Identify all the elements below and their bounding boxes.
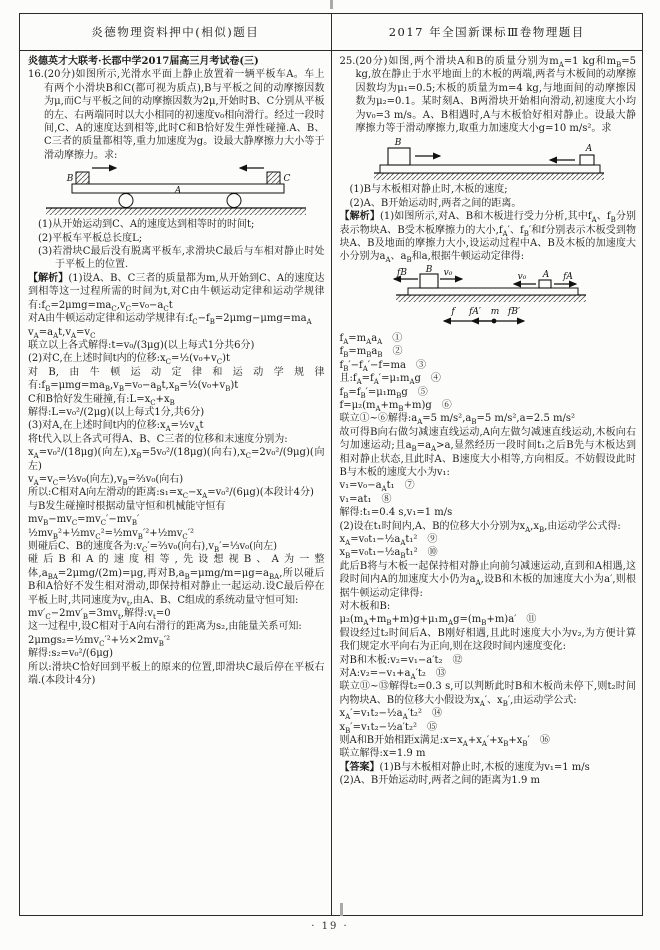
solution-line: $v_A=a_At,v_A=v_C$	[28, 326, 96, 340]
solution-line: 解得:L=v₀²/(2μg)(以上每式1分,共6分)	[28, 406, 205, 418]
solution-line: $mv'_C-2mv'_B=3mv_t$,解得$:v_t=0$	[28, 608, 171, 622]
solution-line: $f_B=f_B'=\mu_1m_Bg$ ⑤	[339, 386, 428, 400]
wheel-right	[227, 194, 241, 208]
solution-line: 联立以上各式解得:t=v₀/(3μg)(以上每式1分共6分)	[28, 339, 255, 351]
table-body-row	[20, 51, 642, 915]
solution-line: v₁=at₁ ⑧	[339, 493, 392, 505]
solution-line: $v_1=v_0-a_At_1$ ⑦	[339, 480, 415, 494]
figure-force-analysis	[340, 265, 637, 331]
solution-line: 解得:t₁=0.4 s,v₁=1 m/s	[339, 507, 453, 519]
force-diagram-svg	[356, 265, 620, 331]
answer-paragraph	[340, 761, 637, 774]
header-left-title: 炎德物理资料押中(相似)题目	[91, 25, 260, 39]
block-a-label: A	[542, 269, 549, 280]
block-a	[580, 155, 594, 165]
solution-line: $x_B=v_0t_1-\frac{1}{2}a_Bt_1^2$ ⑩	[339, 547, 438, 561]
block-b-label: B	[425, 264, 433, 275]
board-mass-dot	[491, 318, 496, 323]
right-column	[331, 51, 643, 915]
header-right-title: 2017 年全国新课标Ⅲ卷物理题目	[331, 14, 643, 50]
problem25-stem: 25.(20分)如图,两个滑块A和B的质量分别为$m_A=1$ kg和$m_B=5$ kg,放在静止于水平地面上的木板的两端,两者与木板间的动摩擦因数均为μ₁=0.5;木板的质量为m=4 kg,与地面间的动摩擦因数为μ₂=0.1。某时刻A、B两滑块开始相向滑动,初速度大小均为v₀=3 m/s。A、B相遇时,A与木板恰好相对静止。设最大静摩擦力等于滑动摩擦力,取重力加速度大小g=10 m/s²。求	[339, 56, 636, 135]
ground-hatch	[396, 295, 586, 302]
problem16-question3: (3)若滑块C最后没有脱离平板车,求滑块C最后与车相对静止时处于平板上的位置.	[38, 246, 325, 271]
solution-line: 对B,由牛顿运动定律和运动学规律有$:f_B=\mu mg=ma_B,v_B=v_0-a_Bt,x_B=\frac{1}{2}(v_0+v_B)t$	[28, 366, 325, 394]
block-a	[539, 280, 551, 288]
board	[408, 288, 578, 295]
solution-line: 联立①~⑥解得$:a_A=5$ $m/s^2,a_B=5$ m/s²,a=2.5 m/s²	[339, 413, 576, 427]
solution-line: 联立解得:x=1.9 m	[339, 748, 426, 760]
block-b	[420, 274, 438, 288]
jiexi-label: 【解析】	[28, 272, 69, 284]
block-b	[388, 148, 410, 165]
v0-right-label: v₀	[517, 271, 527, 282]
block-b-label: B	[394, 138, 402, 149]
solution-line: (2)设在t₁时间内,A、B的位移大小分别为$x_A,x_B$,由运动学公式得:	[339, 520, 621, 534]
solution-line: (3)对A,在上述时间t内的位移$:x_A=\frac{1}{2}v_At$	[28, 420, 204, 434]
daan-label: 【答案】	[339, 761, 380, 773]
solution-line: 且$:f_A=f_A'=\mu_1m_Ag$ ④	[339, 373, 441, 387]
solution-line: $x_A=v_0t_1-\frac{1}{2}a_At_1^2$ ⑨	[339, 533, 438, 547]
solution-line: 则A和B开始相距x满足$:x=x_A+x_A'+x_B+x_B'$ ⑯	[339, 735, 550, 749]
solution-line: 与B发生碰撞时根据动量守恒和机械能守恒有	[28, 500, 226, 512]
solution-line: $x_A=v_0^2/(18\mu g)$(向左)$,x_B=5v_0^2/(18\mu g)$(向右)$,x_C=2v_0^2/(9\mu g)$(向左)	[28, 447, 325, 472]
fa-label: fA	[562, 271, 573, 282]
figure-problem16	[28, 163, 325, 217]
exam-title: 炎德英才大联考·长郡中学2017届高三月考试卷(三)	[28, 56, 259, 67]
solution-line: 对木板和B:	[339, 601, 391, 612]
solution-line: 对A由牛顿运动定律和运动学规律有$:f_C-f_B=2\mu mg-\mu mg=ma_A$	[28, 313, 312, 327]
answer-text-2: (2)A、B开始运动时,两者之间的距离为1.9 m	[339, 775, 540, 787]
ground-hatch	[46, 208, 306, 215]
solution-line: 则碰后C、B的速度各为$:v_C'=\frac{2}{3}v_0$(向右)$,v_B'=\frac{1}{3}v_0$(向左)	[28, 541, 277, 554]
v0-left-label: v₀	[443, 267, 453, 278]
problem16-question2: (2)平板车平板总长度L;	[38, 232, 143, 244]
fa-prime-label: fA′	[468, 306, 481, 317]
solution-line: 故可得B向右做匀减速直线运动,A向左做匀减速直线运动,木板向右匀加速运动;且$a_B=a_A>a$,显然经历一段时间t₁之后B先与木板达到相对静止状态,且此时A、B速度大小相等,方向相反。不妨假设此时B与木板的速度大小为v₁:	[339, 426, 636, 478]
solution-line: 将t代入以上各式可得A、B、C三者的位移和末速度分别为:	[28, 433, 288, 445]
solution-line: 对B和木板:v₂=v₁−a′t₂ ⑫	[339, 654, 463, 666]
solution-line: $2\mu mgs_2=\frac{1}{2}mv_C'^2+\frac{1}{2}\times 2mv_B'^2$	[28, 634, 171, 648]
solution-paragraph	[28, 272, 325, 312]
solution-line: $\frac{1}{2}mv_B^2+\frac{1}{2}mv_C^2=\frac{1}{2}mv_B'^2+\frac{1}{2}mv_C'^2$	[28, 527, 195, 541]
block-b	[76, 172, 89, 184]
paper-table	[19, 13, 643, 916]
solution-line: 解得:s₂=v₀²/(6μg)	[28, 648, 113, 660]
ground-hatch	[374, 173, 604, 180]
solution-line: $f_A=m_Aa_A$ ①	[339, 332, 403, 346]
solution-line: $x_A'=v_1t_2-\frac{1}{2}a_A't_2^2$ ⑭	[339, 708, 442, 722]
solution-line: 这一过程中,设C相对于A向右滑行的距离为s₂,由能量关系可知:	[28, 621, 302, 633]
fb-label: fB	[396, 267, 407, 278]
registration-mark-top	[330, 0, 333, 9]
solution-line: $\mu_2(m_A+m_B+m)g+\mu_1m_Ag=(m_B+m)a'$ ⑪	[339, 614, 537, 628]
solution-line: 对$A:v_2=-v_1+a_A't_2$ ⑬	[339, 668, 446, 682]
solution-line: 假设经过t₂时间后A、B刚好相遇,且此时速度大小为v₂,为方便计算我们规定水平向右为正向,则在这段时间内速度变化:	[339, 627, 636, 653]
problem16-stem: 16.(20分)如图所示,光滑水平面上静止放置着一辆平板车A。车上有两个小滑块B和C(都可视为质点),B与平板之间的动摩擦因数为μ,而C与平板之间的动摩擦因数为2μ,开始时B、C分别从平板的左、右两端同时以大小相同的初速度v₀相向滑行。经过一段时间,C、A的速度达到相等,此时C和B恰好发生弹性碰撞.A、B、C三者的质量都相等,重力加速度为g。设最大静摩擦力大小等于滑动摩擦力。求:	[28, 69, 325, 161]
problem16-question1: (1)从开始运动到C、A的速度达到相等时的时间t;	[38, 219, 255, 231]
solution-line: $f_B'-f_A'-f=ma$ ③	[339, 359, 426, 373]
solution-text: (1)设A、B、C三者的质量都为m,从开始到C、A的速度达到相等这一过程所需的时间为t,对C由牛顿运动定律和运动学规律有$:f_C=2\mu mg=ma_C,v_C=v_0-a_Ct$	[28, 272, 325, 313]
solution-text: (1)如图所示,对A、B和木板进行受力分析,其中$f_A$、$f_B$分别表示物块A、B受木板摩擦力的大小$,f_A'$、$f_B'$和f分别表示木板受到物块A、B及地面的摩擦力大小,设运动过程中A、B及木板的加速度大小分别为$a_A$、$a_B$和a,根据牛顿运动定律得:	[339, 211, 637, 265]
solution-line: $f=\mu_2(m_A+m_B+m)g$ ⑥	[339, 399, 452, 413]
jiexi-label: 【解析】	[339, 211, 381, 223]
problem25-question1: (1)B与木板相对静止时,木板的速度;	[349, 184, 508, 196]
figure-problem25	[340, 136, 637, 182]
cart-figure-svg	[42, 163, 310, 217]
left-column	[20, 51, 331, 915]
solution-line: 联立⑪~⑬解得t₂=0.3 s,可以判断此时B和木板尚未停下,则t₂时间内物块A、B的位移大小假设为$x_A'$、$x_B'$,由运动学公式:	[339, 681, 636, 708]
table-header-row	[20, 14, 642, 51]
solution-paragraph	[340, 210, 637, 264]
wheel-left	[119, 194, 133, 208]
m-label: m	[490, 306, 500, 317]
board-figure-svg	[356, 136, 620, 182]
solution-line: $v_A=v_C=\frac{1}{3}v_0$(向左)$,v_B=\frac{2}{3}v_0$(向右)	[28, 473, 184, 487]
problem25-question2: (2)A、B开始运动时,两者之间的距离。	[349, 197, 522, 209]
board	[380, 165, 600, 173]
solution-line: $mv_B-mv_C=mv_C'-mv_B'$	[28, 514, 140, 528]
solution-line: (2)对C,在上述时间t内的位移$:x_C=\frac{1}{2}(v_0+v_C)t$	[28, 353, 230, 367]
solution-line: $x_B'=v_1t_2-\frac{1}{2}a't_2^2$ ⑮	[339, 721, 437, 735]
solution-line: 所以:C相对A向左滑动的距离$:s_1=x_C-x_A=v_0^2/(6\mu g)$(本段计4分)	[28, 487, 314, 501]
plank-label-a: A	[175, 186, 182, 197]
solution-line: 所以:滑块C恰好回到平板上的原来的位置,即滑块C最后停在平板右端.(本段计4分)	[28, 661, 325, 687]
block-c	[267, 172, 280, 184]
block-a-label: A	[585, 144, 592, 155]
f-label: f	[451, 306, 455, 317]
block-b-label: B	[66, 174, 74, 185]
answer-text-1: (1)B与木板相对静止时,木板的速度为v₁=1 m/s	[379, 761, 590, 773]
solution-line: $f_B=m_Ba_B$ ②	[339, 346, 403, 360]
solution-line: C和B恰好发生碰撞,有$:L=x_C+x_B$	[28, 393, 175, 407]
registration-mark-bottom	[340, 903, 343, 916]
solution-line: 此后B将与木板一起保持相对静止向前匀减速运动,直到和A相遇,这段时间内A的加速度大小仍为$a_A$,设B和木板的加速度大小为a′,则根据牛顿运动定律得:	[339, 560, 636, 599]
fb-prime-label: fB′	[507, 306, 520, 317]
block-c-label: C	[283, 174, 291, 185]
solution-line: 碰后B和A的速度相等,先设想视B、A为一整体$,a_{BA}=2\mu mg/(2m)=\mu g$,再对$B,a_B=\mu mg/m=\mu g=a_{BA}$,所以碰后B和A恰好不发生相对滑动,即保持相对静止一起运动.设C最后停在平板上时,共同速度为$v_t$,由A、B、C组成的系统动量守恒可知:	[28, 554, 325, 608]
page-number: · 19 ·	[311, 921, 349, 932]
